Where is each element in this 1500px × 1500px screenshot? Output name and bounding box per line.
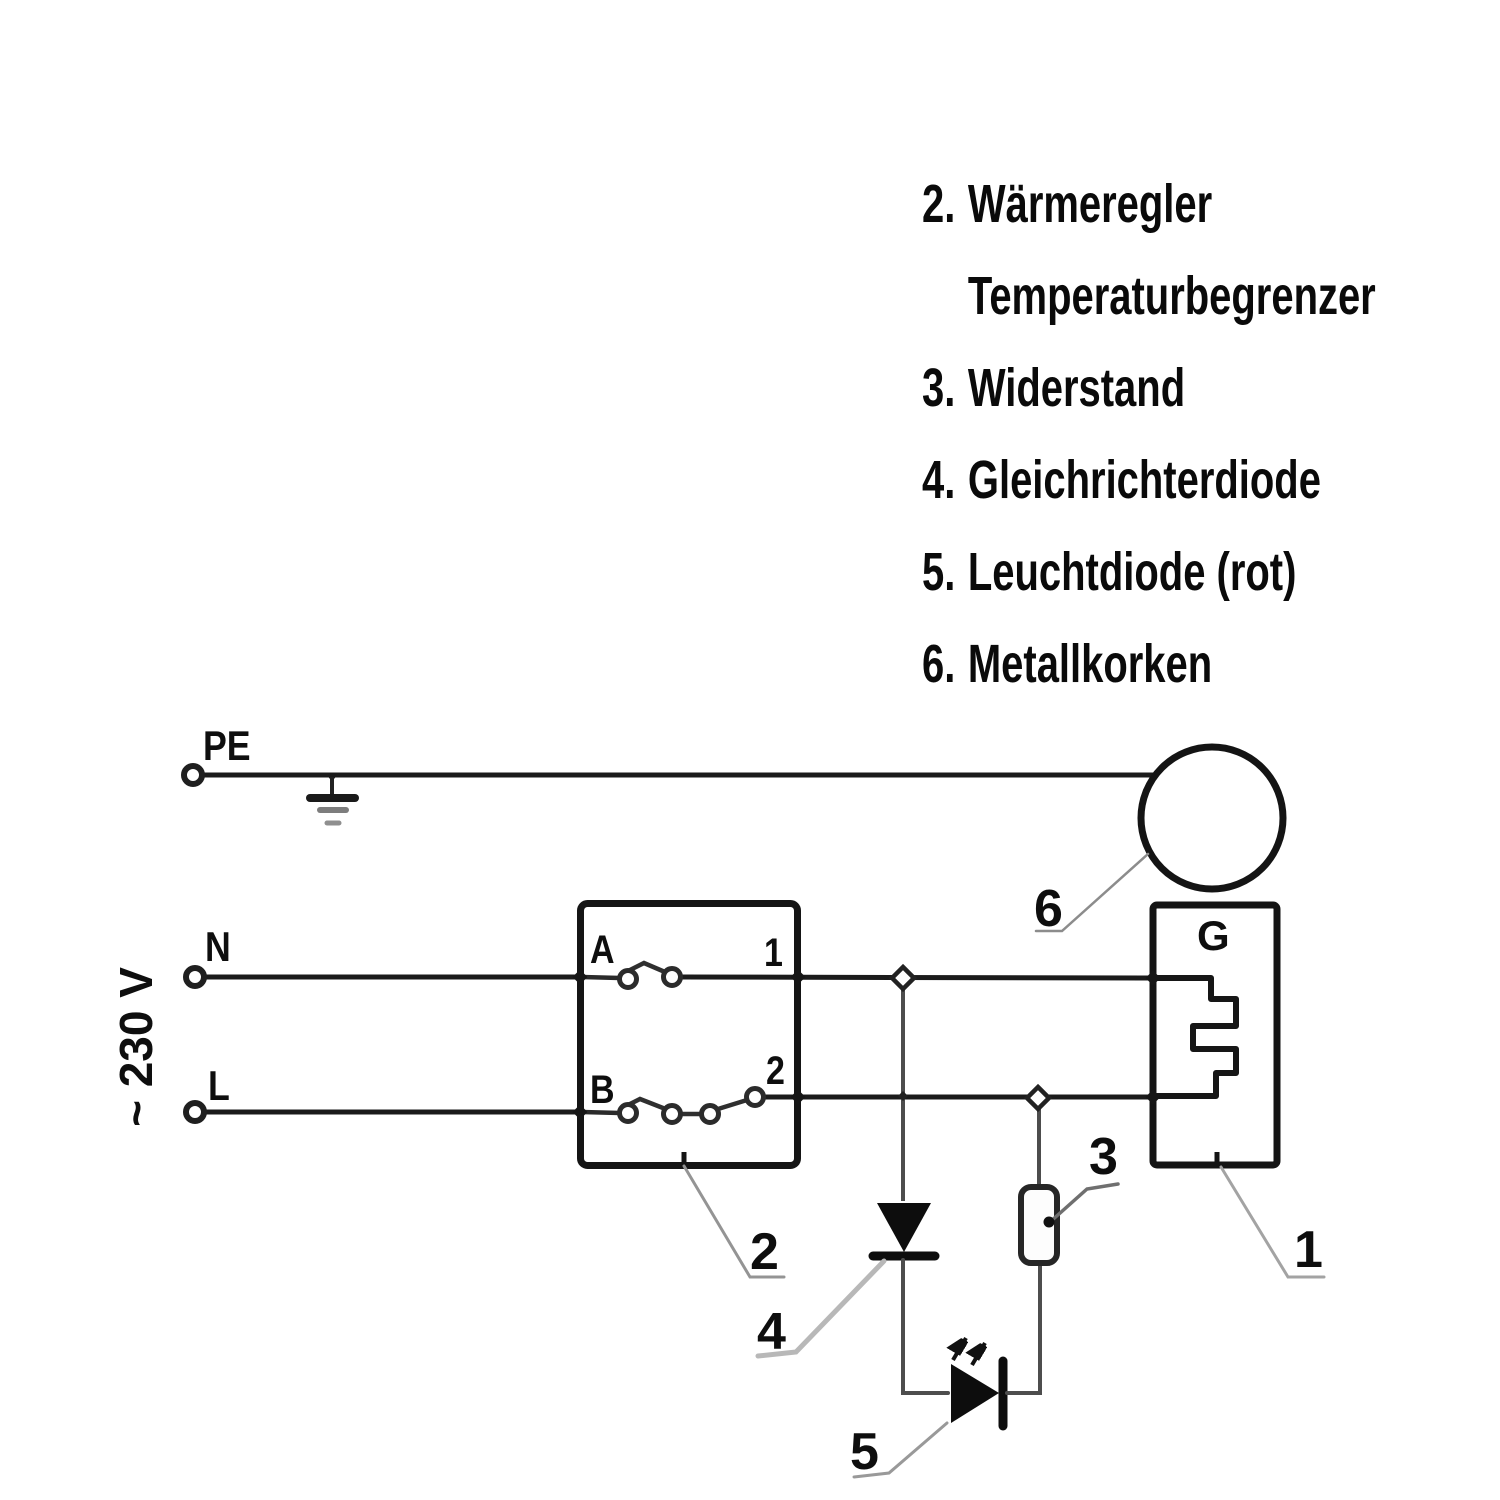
contact-a-label: A bbox=[590, 928, 615, 972]
legend-num: 2. bbox=[922, 174, 956, 234]
legend-label: Temperaturbegrenzer bbox=[967, 266, 1376, 326]
diode-bottom-lead bbox=[903, 1260, 948, 1393]
leader-callout-3 bbox=[1050, 1184, 1118, 1222]
legend-num: 3. bbox=[922, 358, 956, 418]
heating-element-meander bbox=[1153, 978, 1236, 1096]
legend-num: 4. bbox=[922, 450, 956, 510]
legend-label: Wärmeregler bbox=[967, 174, 1213, 234]
led-right-lead bbox=[1007, 1263, 1040, 1393]
l-branch-junction bbox=[1027, 1087, 1049, 1109]
contact-arm-b3 bbox=[718, 1100, 747, 1109]
legend-item-gleichrichterdiode bbox=[922, 434, 1376, 526]
terminal-1-label: 1 bbox=[764, 931, 783, 975]
legend bbox=[922, 158, 1500, 710]
voltage-label: ~ 230 V bbox=[110, 967, 162, 1127]
pe-label: PE bbox=[203, 722, 251, 769]
callout-2-switch: 2 bbox=[750, 1223, 779, 1281]
legend-item-leuchtdiode bbox=[922, 526, 1376, 618]
legend-label: Leuchtdiode (rot) bbox=[967, 542, 1297, 602]
resistor-branch bbox=[1021, 1098, 1057, 1263]
contact-b1 bbox=[620, 1105, 637, 1122]
n-terminal bbox=[186, 968, 204, 986]
diode-triangle bbox=[877, 1203, 931, 1252]
legend-item-widerstand bbox=[922, 342, 1376, 434]
legend-label: Widerstand bbox=[967, 358, 1186, 418]
contact-arm-a bbox=[630, 963, 665, 972]
led-triangle bbox=[951, 1364, 999, 1423]
n-branch-junction bbox=[892, 967, 914, 989]
callout-3-resistor: 3 bbox=[1089, 1128, 1118, 1186]
callout-6-metalcork: 6 bbox=[1034, 880, 1063, 938]
legend-item-waermeregler bbox=[922, 158, 1376, 250]
metal-cork-circle bbox=[1141, 747, 1283, 889]
legend-num: 6. bbox=[922, 634, 956, 694]
legend-num: 5. bbox=[922, 542, 956, 602]
contact-a1 bbox=[620, 971, 637, 988]
legend-item-temperaturbegrenzer bbox=[922, 250, 1376, 342]
leader-3-dot bbox=[1044, 1217, 1055, 1228]
led-emission-arrow-2 bbox=[972, 1343, 985, 1365]
contact-b2 bbox=[664, 1106, 681, 1123]
ground-symbol bbox=[310, 773, 355, 824]
pe-terminal bbox=[184, 766, 202, 784]
contact-a2 bbox=[664, 969, 681, 986]
l-terminal bbox=[186, 1103, 204, 1121]
heater-g-label: G bbox=[1197, 912, 1230, 959]
callout-5-led: 5 bbox=[850, 1423, 879, 1481]
live-label: L bbox=[208, 1062, 230, 1109]
rectifier-diode-branch bbox=[873, 978, 948, 1393]
legend-label: Gleichrichterdiode bbox=[967, 450, 1321, 510]
callout-4-diode: 4 bbox=[757, 1303, 786, 1361]
terminal-2-label: 2 bbox=[766, 1049, 785, 1093]
contact-b-label: B bbox=[590, 1068, 615, 1112]
contact-b4 bbox=[747, 1089, 764, 1106]
neutral-label: N bbox=[205, 923, 231, 970]
legend-label: Metallkorken bbox=[967, 634, 1213, 694]
led-emission-arrow-1 bbox=[953, 1338, 966, 1360]
led-branch bbox=[951, 1263, 1040, 1426]
callout-1-heater: 1 bbox=[1294, 1221, 1323, 1279]
n-wire-right bbox=[682, 977, 1153, 978]
legend-item-metallkorken bbox=[922, 618, 1376, 710]
contact-b3 bbox=[702, 1106, 719, 1123]
